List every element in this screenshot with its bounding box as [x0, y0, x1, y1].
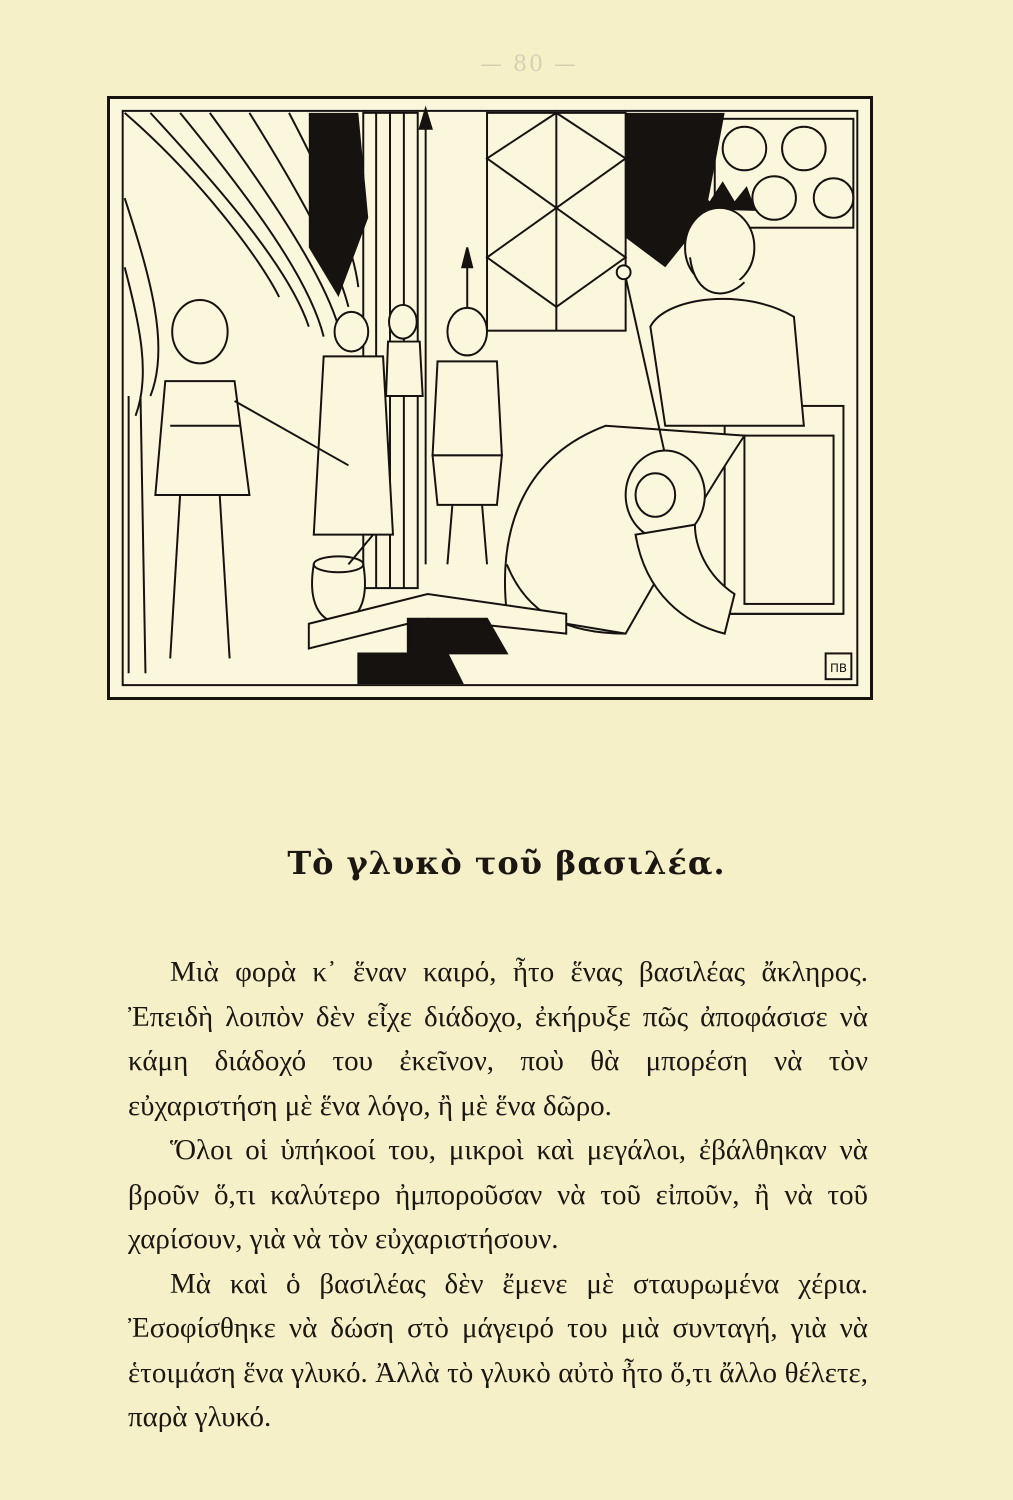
illustration-drawing	[110, 99, 870, 697]
page-number: — 80 —	[480, 52, 578, 77]
paragraph-3: Μὰ καὶ ὁ βασιλέας δὲν ἔμενε μὲ σταυρωμένα χέρια. Ἐσοφίσθηκε νὰ δώση στὸ μάγειρό του μιὰ συνταγή, γιὰ νὰ ἑτοιμάση ἕνα γλυκό. Ἀλλὰ τὸ γλυκὸ αὐτὸ ἦτο ὅ,τι ἄλλο θέλετε, παρὰ γλυκό.	[128, 1267, 868, 1433]
story-title: Τὸ γλυκὸ τοῦ βασιλέα.	[287, 844, 726, 882]
courtier-figures	[314, 305, 423, 535]
guard-figure	[420, 109, 502, 564]
story-body	[128, 950, 868, 1440]
paragraph-1: Μιὰ φορὰ κ᾿ ἕναν καιρό, ἦτο ἕνας βασιλέας ἄκληρος. Ἐπειδὴ λοιπὸν δὲν εἶχε διάδοχο, ἐκήρυξε πῶς ἀποφάσισε νὰ κάμη διάδοχό του ἐκεῖνον, ποὺ θὰ μπορέση νὰ τὸν εὐχαριστήση μὲ ἕνα λόγο, ἢ μὲ ἕνα δῶρο.	[128, 956, 868, 1122]
window	[487, 113, 626, 331]
curtain-shadow	[309, 113, 368, 297]
story-illustration	[107, 96, 873, 700]
artist-signature: ΠΒ	[829, 661, 848, 676]
paragraph-2: Ὅλοι οἱ ὑπήκοοί του, μικροὶ καὶ μεγάλοι, ἐβάλθηκαν νὰ βροῦν ὅ,τι καλύτερο ἠμποροῦσαν νὰ τοῦ εἰποῦν, ἢ νὰ τοῦ χαρίσουν, γιὰ νὰ τὸν εὐχαριστήσουν.	[128, 1134, 868, 1255]
